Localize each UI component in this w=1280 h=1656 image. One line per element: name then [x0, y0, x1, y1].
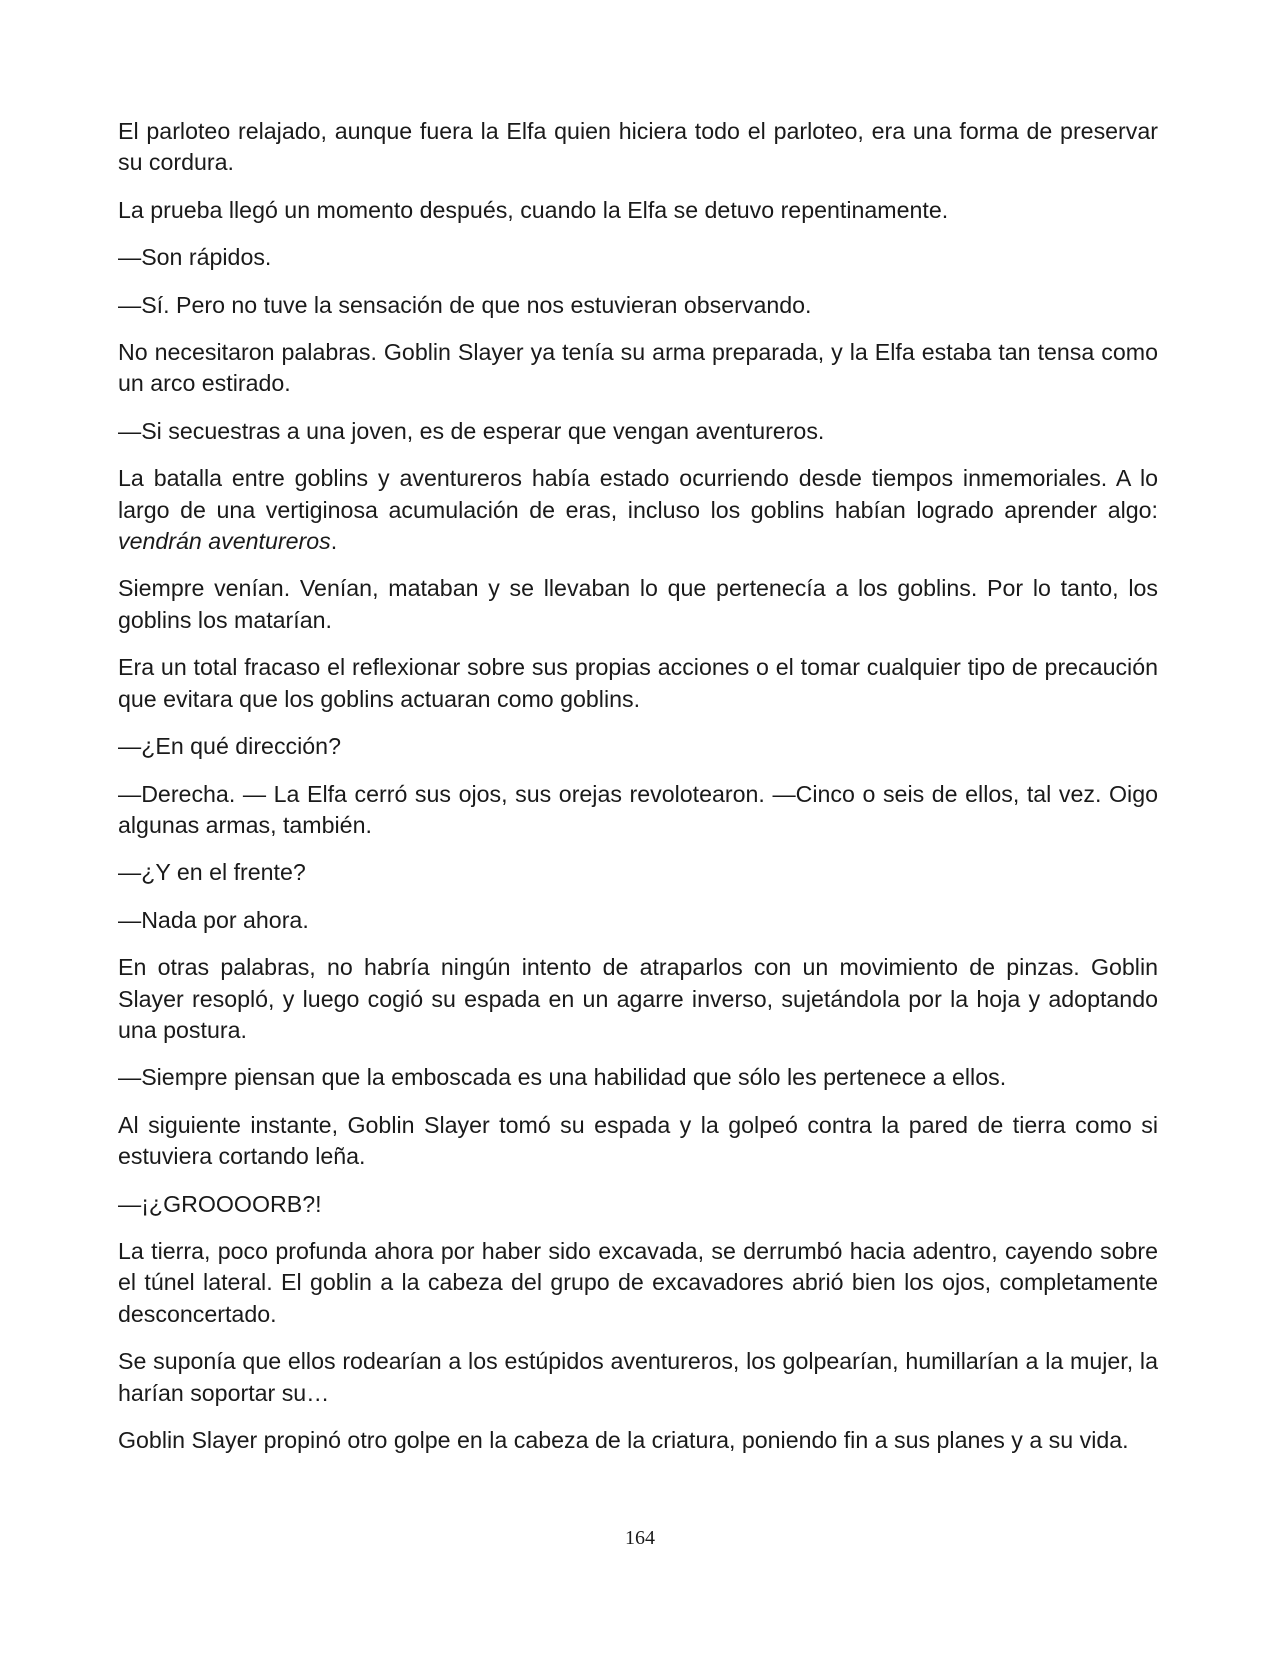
paragraph: Se suponía que ellos rodearían a los estúpidos aventureros, los golpearían, humillarían a la mujer, la harían soportar su… — [118, 1348, 1158, 1406]
paragraph — [118, 463, 1158, 557]
italic-text: vendrán aventureros — [118, 528, 331, 555]
dialogue-line: —Si secuestras a una joven, es de esperar que vengan aventureros. — [118, 417, 825, 444]
paragraph: No necesitaron palabras. Goblin Slayer ya tenía su arma preparada, y la Elfa estaba tan tensa como un arco estirado. — [118, 339, 1158, 397]
paragraph: Siempre venían. Venían, mataban y se llevaban lo que pertenecía a los goblins. Por lo tanto, los goblins los matarían. — [118, 575, 1158, 633]
dialogue-line: —Siempre piensan que la emboscada es una habilidad que sólo les pertenece a ellos. — [118, 1064, 1007, 1091]
paragraph: La prueba llegó un momento después, cuando la Elfa se detuvo repentinamente. — [118, 196, 949, 223]
paragraph: En otras palabras, no habría ningún intento de atraparlos con un movimiento de pinzas. Goblin Slayer resopló, y luego cogió su espada en un agarre inverso, sujetándola por la hoja y adoptando una postura. — [118, 954, 1158, 1043]
dialogue-line: —Sí. Pero no tuve la sensación de que nos estuvieran observando. — [118, 291, 812, 318]
dialogue-line: —Derecha. — La Elfa cerró sus ojos, sus orejas revolotearon. —Cinco o seis de ellos, tal vez. Oigo algunas armas, también. — [118, 780, 1158, 838]
dialogue-line: —Son rápidos. — [118, 244, 272, 271]
page-number: 164 — [625, 1527, 655, 1549]
dialogue-line: —¿Y en el frente? — [118, 859, 306, 886]
paragraph: Al siguiente instante, Goblin Slayer tomó su espada y la golpeó contra la pared de tierra como si estuviera cortando leña. — [118, 1111, 1158, 1170]
paragraph: Goblin Slayer propinó otro golpe en la cabeza de la criatura, poniendo fin a sus planes y a su vida. — [118, 1427, 1129, 1453]
dialogue-line: —¡¿GROOOORB?! — [118, 1190, 322, 1217]
paragraph: La tierra, poco profunda ahora por haber sido excavada, se derrumbó hacia adentro, cayendo sobre el túnel lateral. El goblin a la cabeza del grupo de excavadores abrió bien los ojos, completamente desconcertado. — [118, 1237, 1158, 1327]
paragraph-text: La batalla entre goblins y aventureros había estado ocurriendo desde tiempos inmemoriales. A lo largo de una vertiginosa acumulación de eras, incluso los goblins habían logrado aprender algo: — [118, 465, 1158, 523]
dialogue-line: —¿En qué dirección? — [118, 733, 341, 760]
body-text — [118, 116, 1158, 1472]
paragraph: Era un total fracaso el reflexionar sobre sus propias acciones o el tomar cualquier tipo de precaución que evitara que los goblins actuaran como goblins. — [118, 654, 1158, 712]
paragraph-end: . — [330, 528, 338, 555]
dialogue-line: —Nada por ahora. — [118, 906, 309, 933]
paragraph: El parloteo relajado, aunque fuera la Elfa quien hiciera todo el parloteo, era una forma de preservar su cordura. — [118, 118, 1158, 176]
